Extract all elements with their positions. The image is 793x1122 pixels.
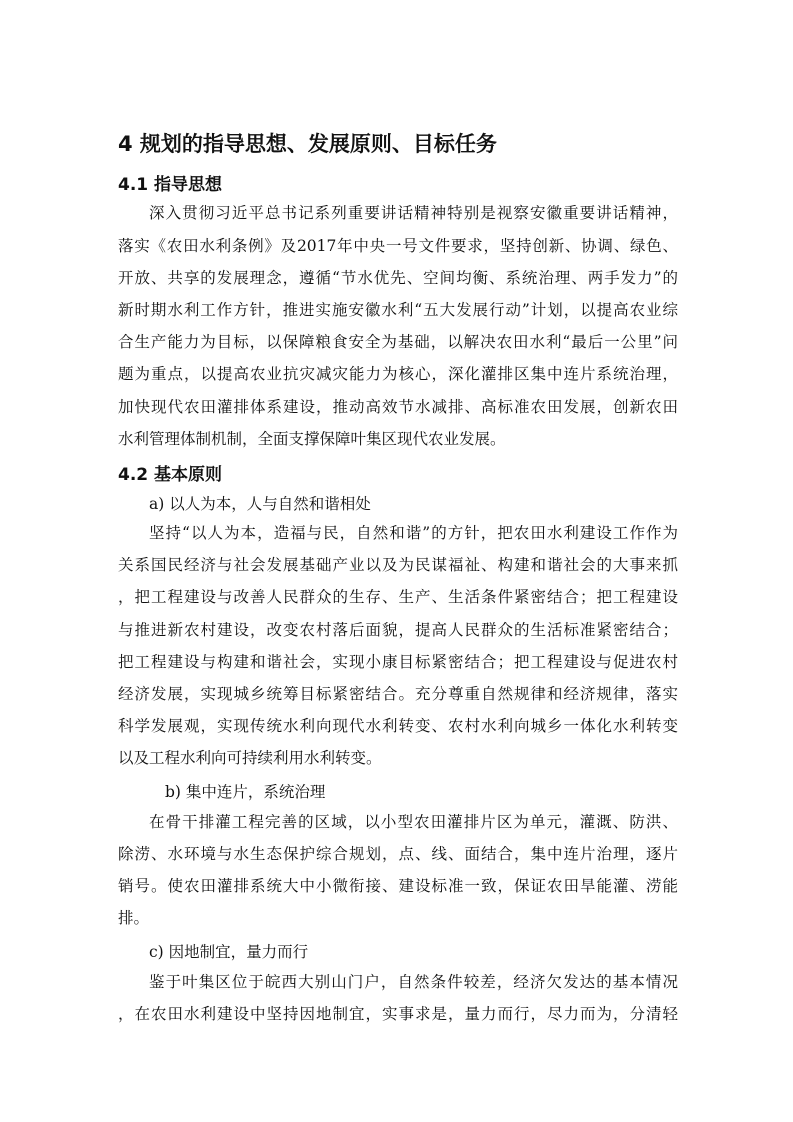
paragraph-line: 排。 [118, 909, 150, 927]
principle-c-title: c) 因地制宜，量力而行 [149, 943, 309, 961]
paragraph-line: ，在农田水利建设中坚持因地制宜，实事求是，量力而行，尽力而为，分清轻 [118, 1005, 678, 1023]
paragraph-line: 新时期水利工作方针，推进实施安徽水利“五大发展行动”计划，以提高农业综 [118, 301, 678, 319]
paragraph-line: 除涝、水环境与水生态保护综合规划，点、线、面结合，集中连片治理，逐片 [118, 845, 678, 863]
paragraph-line: 经济发展，实现城乡统筹目标紧密结合。充分尊重自然规律和经济规律，落实 [118, 685, 678, 703]
section-4-1-title: 4.1 指导思想 [118, 175, 223, 195]
paragraph-line: 坚持“以人为本，造福与民，自然和谐”的方针，把农田水利建设工作作为 [149, 524, 678, 542]
paragraph-line: 科学发展观，实现传统水利向现代水利转变、农村水利向城乡一体化水利转变 [118, 717, 678, 735]
paragraph-line: 关系国民经济与社会发展基础产业以及为民谋福祉、构建和谐社会的大事来抓 [118, 556, 678, 574]
principle-a-title: a) 以人为本，人与自然和谐相处 [149, 495, 371, 513]
paragraph-line: 鉴于叶集区位于皖西大别山门户，自然条件较差，经济欠发达的基本情况 [149, 973, 678, 991]
section-4-2-title: 4.2 基本原则 [118, 465, 223, 485]
principle-b-title: b) 集中连片，系统治理 [165, 783, 326, 801]
paragraph-line: 销号。使农田灌排系统大中小微衔接、建设标准一致，保证农田旱能灌、涝能 [118, 877, 678, 895]
paragraph-line: 水利管理体制机制，全面支撑保障叶集区现代农业发展。 [118, 430, 506, 448]
paragraph-line: 落实《农田水利条例》及2017年中央一号文件要求，坚持创新、协调、绿色、 [118, 237, 678, 255]
paragraph-line: 合生产能力为目标，以保障粮食安全为基础，以解决农田水利“最后一公里”问 [118, 333, 678, 351]
paragraph-line: 把工程建设与构建和谐社会，实现小康目标紧密结合；把工程建设与促进农村 [118, 653, 678, 671]
paragraph-line: 与推进新农村建设，改变农村落后面貌，提高人民群众的生活标准紧密结合； [118, 621, 678, 639]
paragraph-line: 深入贯彻习近平总书记系列重要讲话精神特别是视察安徽重要讲话精神， [149, 204, 678, 222]
paragraph-line: ，把工程建设与改善人民群众的生存、生产、生活条件紧密结合；把工程建设 [118, 588, 678, 606]
paragraph-line: 加快现代农田灌排体系建设，推动高效节水减排、高标准农田发展，创新农田 [118, 398, 678, 416]
paragraph-line: 在骨干排灌工程完善的区域，以小型农田灌排片区为单元，灌溉、防洪、 [149, 813, 678, 831]
paragraph-line: 开放、共享的发展理念，遵循“节水优先、空间均衡、系统治理、两手发力”的 [118, 269, 678, 287]
paragraph-line: 以及工程水利向可持续利用水利转变。 [118, 749, 382, 767]
paragraph-line: 题为重点，以提高农业抗灾减灾能力为核心，深化灌排区集中连片系统治理， [118, 365, 678, 383]
chapter-heading: 4 规划的指导思想、发展原则、目标任务 [118, 132, 497, 156]
